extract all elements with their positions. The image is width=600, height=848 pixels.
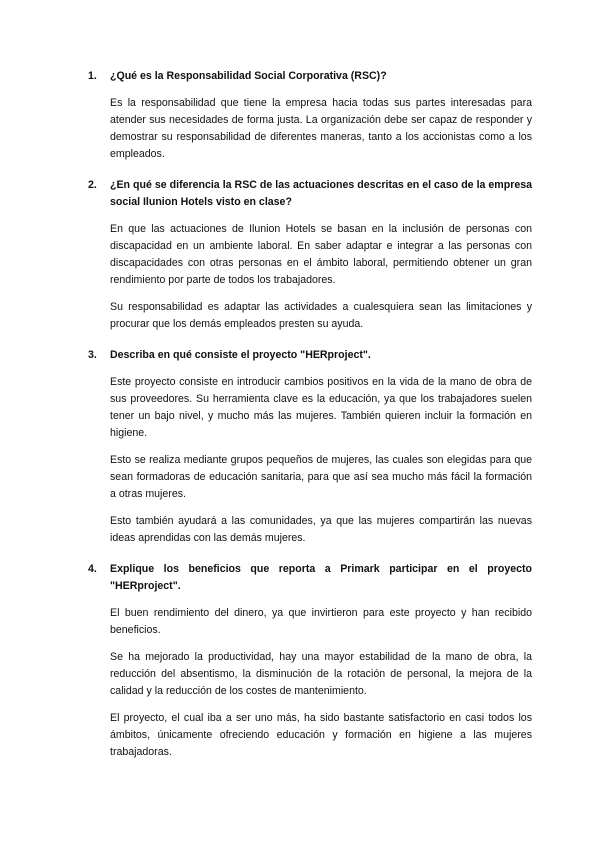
- question-text: ¿Qué es la Responsabilidad Social Corporativa (RSC)?: [110, 70, 387, 82]
- answer-paragraph: Este proyecto consiste en introducir cambios positivos en la vida de la mano de obra de sus proveedores. Su herramienta clave es la educación, ya que los trabajadores suelen tener un bajo nivel, y mucho más las mujeres. También quieren incluir la formación en higiene.: [110, 376, 532, 439]
- question-number: 3.: [88, 349, 97, 361]
- section-4: [88, 561, 532, 761]
- question-number: 4.: [88, 563, 97, 575]
- answer-paragraph: Esto también ayudará a las comunidades, ya que las mujeres compartirán las nuevas ideas aprendidas con las demás mujeres.: [110, 515, 532, 544]
- question-text: ¿En qué se diferencia la RSC de las actuaciones descritas en el caso de la empresa social Ilunion Hotels visto en clase?: [110, 179, 532, 208]
- question-heading: [88, 68, 532, 85]
- answer-paragraph: Se ha mejorado la productividad, hay una mayor estabilidad de la mano de obra, la reducción del absentismo, la disminución de la rotación de personal, la mejora de la calidad y la reducción de los costes de mantenimiento.: [110, 651, 532, 697]
- section-3: [88, 347, 532, 547]
- question-text: Describa en qué consiste el proyecto "HERproject".: [110, 349, 371, 361]
- answer-paragraph: El proyecto, el cual iba a ser uno más, ha sido bastante satisfactorio en casi todos los ámbitos, únicamente ofreciendo educación y formación en higiene a las mujeres trabajadoras.: [110, 712, 532, 758]
- question-number: 1.: [88, 70, 97, 82]
- section-1: [88, 68, 532, 163]
- section-2: [88, 177, 532, 333]
- question-number: 2.: [88, 179, 97, 191]
- answer-paragraph: En que las actuaciones de Ilunion Hotels se basan en la inclusión de personas con discapacidad en un ambiente laboral. En saber adaptar e integrar a las personas con discapacidades con otras personas en el ámbito laboral, permitiendo obtener un gran rendimiento por parte de todos los trabajadores.: [110, 223, 532, 286]
- question-heading: [88, 177, 532, 211]
- question-heading: [88, 347, 532, 364]
- answer-paragraph: Es la responsabilidad que tiene la empresa hacia todas sus partes interesadas para atender sus necesidades de forma justa. La organización debe ser capaz de responder y demostrar su responsabilidad de diferentes maneras, tanto a los accionistas como a los empleados.: [110, 97, 532, 160]
- answer-paragraph: El buen rendimiento del dinero, ya que invirtieron para este proyecto y han recibido beneficios.: [110, 607, 532, 636]
- answer-paragraph: Esto se realiza mediante grupos pequeños de mujeres, las cuales son elegidas para que sean formadoras de educación sanitaria, para que así sea mucho más fácil la formación a otras mujeres.: [110, 454, 532, 500]
- answer-paragraph: Su responsabilidad es adaptar las actividades a cualesquiera sean las limitaciones y procurar que los demás empleados presten su ayuda.: [110, 301, 532, 330]
- question-heading: [88, 561, 532, 595]
- question-text: Explique los beneficios que reporta a Primark participar en el proyecto "HERproject".: [110, 563, 532, 592]
